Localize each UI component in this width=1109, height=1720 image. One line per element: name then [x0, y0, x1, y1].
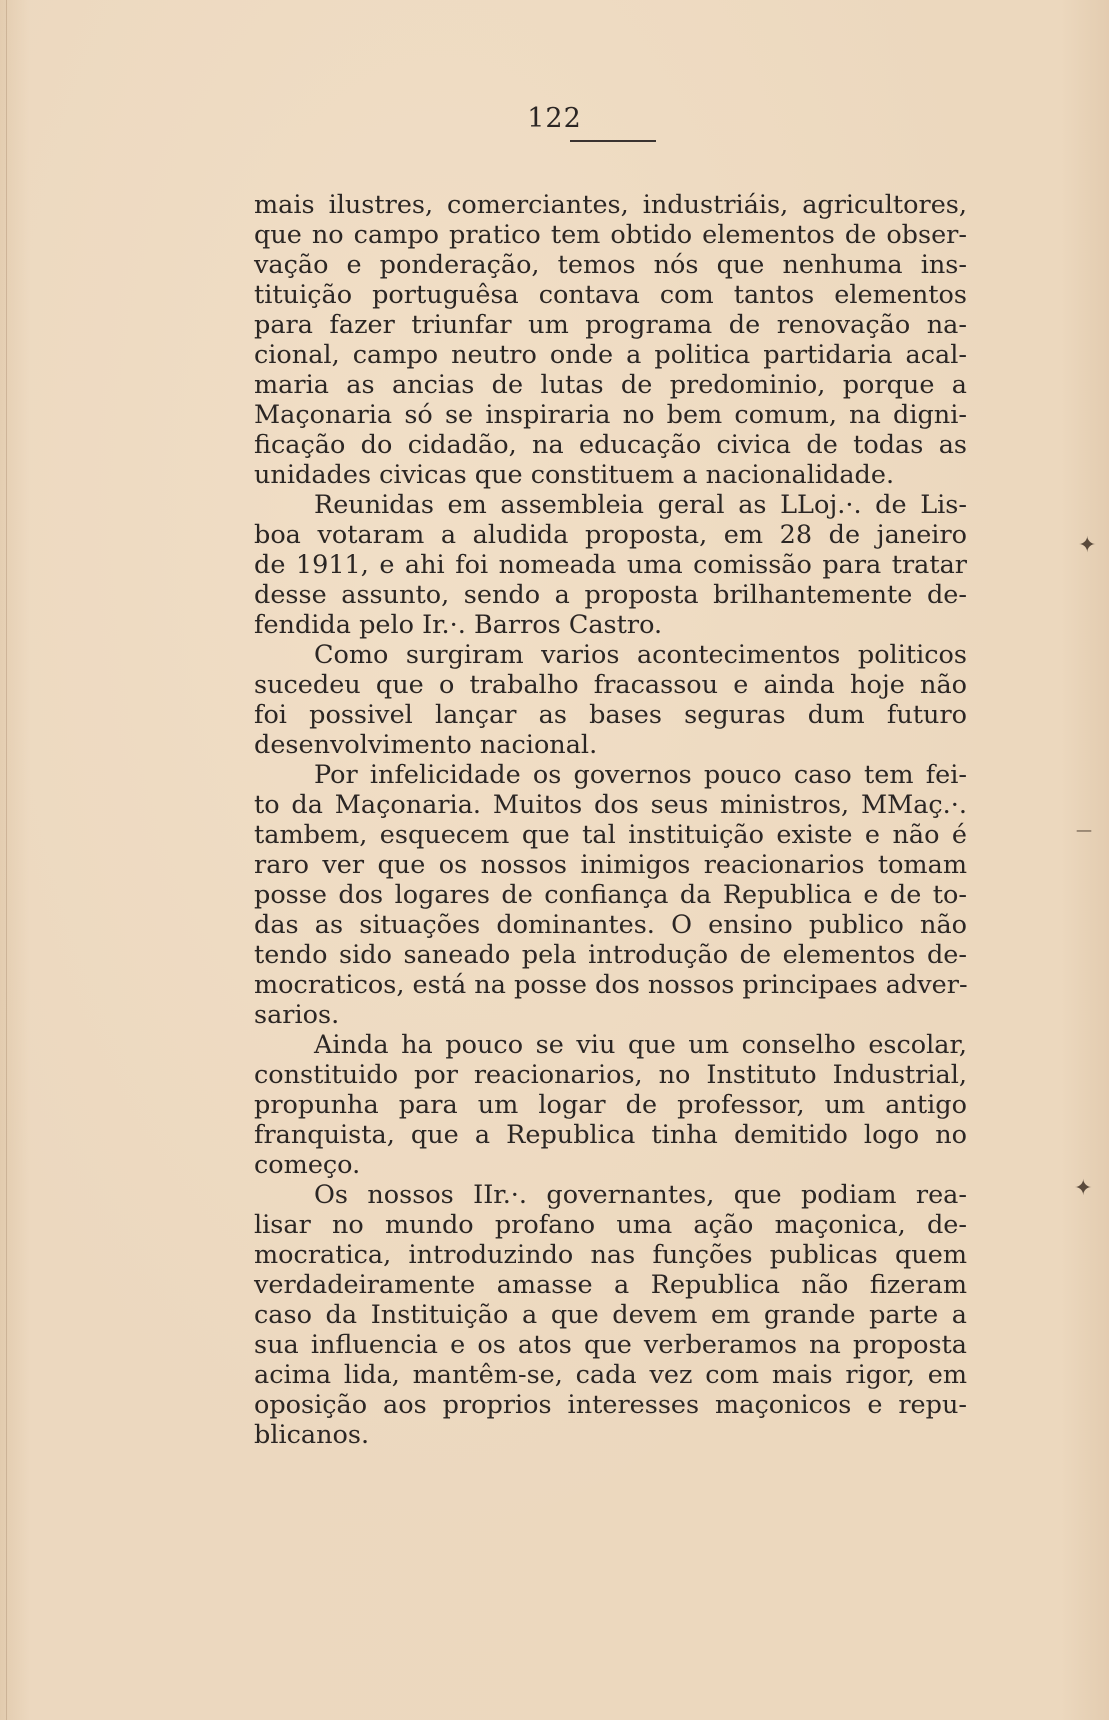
- text-line: cional, campo neutro onde a politica partidaria acal-: [254, 340, 967, 370]
- text-line: constituido por reacionarios, no Instituto Industrial,: [254, 1060, 967, 1090]
- text-line: franquista, que a Republica tinha demitido logo no: [254, 1120, 967, 1150]
- margin-ornament-icon: [1078, 533, 1096, 558]
- text-line: blicanos.: [254, 1420, 370, 1450]
- text-line: Maçonaria só se inspiraria no bem comum, na digni-: [254, 400, 967, 430]
- text-line: desse assunto, sendo a proposta brilhantemente de-: [254, 580, 967, 610]
- text-line: Por infelicidade os governos pouco caso tem fei-: [314, 760, 967, 790]
- text-line: caso da Instituição a que devem em grande parte a: [254, 1300, 967, 1330]
- text-line: Os nossos IIr.·. governantes, que podiam rea-: [314, 1180, 967, 1210]
- text-line: mocratica, introduzindo nas funções publicas quem: [254, 1240, 967, 1270]
- text-line: Reunidas em assembleia geral as LLoj.·. de Lis-: [314, 490, 967, 520]
- text-line: sua influencia e os atos que verberamos na proposta: [254, 1330, 967, 1360]
- text-line: propunha para um logar de professor, um antigo: [254, 1090, 967, 1120]
- paragraph: [254, 190, 967, 490]
- text-line: que no campo pratico tem obtido elementos de obser-: [254, 220, 967, 250]
- text-line: oposição aos proprios interesses maçonicos e repu-: [254, 1390, 967, 1420]
- text-line: vação e ponderação, temos nós que nenhuma ins-: [254, 250, 967, 280]
- paragraph: [254, 1180, 967, 1450]
- text-line: desenvolvimento nacional.: [254, 730, 598, 760]
- text-line: sarios.: [254, 1000, 340, 1030]
- paragraph: [254, 760, 967, 1030]
- text-line: boa votaram a aludida proposta, em 28 de janeiro: [254, 520, 967, 550]
- text-line: to da Maçonaria. Muitos dos seus ministros, MMaç.·.: [254, 790, 967, 820]
- body-text: [254, 190, 967, 1450]
- page-gutter-line: [6, 0, 7, 1720]
- page-number: 122: [527, 103, 582, 134]
- text-line: unidades civicas que constituem a nacionalidade.: [254, 460, 895, 490]
- margin-ornament-icon: [1074, 1176, 1092, 1201]
- text-line: fendida pelo Ir.·. Barros Castro.: [254, 610, 663, 640]
- text-line: verdadeiramente amasse a Republica não fizeram: [254, 1270, 967, 1300]
- text-line: acima lida, mantêm-se, cada vez com mais rigor, em: [254, 1360, 967, 1390]
- page-number-underline: [570, 140, 656, 142]
- text-line: sucedeu que o trabalho fracassou e ainda hoje não: [254, 670, 967, 700]
- text-line: maria as ancias de lutas de predominio, porque a: [254, 370, 967, 400]
- text-line: lisar no mundo profano uma ação maçonica, de-: [254, 1210, 967, 1240]
- text-line: posse dos logares de confiança da Republica e de to-: [254, 880, 967, 910]
- text-line: tituição portuguêsa contava com tantos elementos: [254, 280, 967, 310]
- text-line: foi possivel lançar as bases seguras dum futuro: [254, 700, 967, 730]
- text-line: começo.: [254, 1150, 361, 1180]
- text-line: raro ver que os nossos inimigos reacionarios tomam: [254, 850, 967, 880]
- text-line: tendo sido saneado pela introdução de elementos de-: [254, 940, 967, 970]
- text-line: para fazer triunfar um programa de renovação na-: [254, 310, 967, 340]
- text-line: mocraticos, está na posse dos nossos principaes adver-: [254, 970, 968, 1000]
- margin-dash-icon: [1076, 820, 1092, 839]
- text-line: Como surgiram varios acontecimentos politicos: [314, 640, 967, 670]
- text-line: mais ilustres, comerciantes, industriáis, agricultores,: [254, 190, 967, 220]
- text-line: ficação do cidadão, na educação civica de todas as: [254, 430, 967, 460]
- paragraph: [254, 490, 967, 640]
- text-line: de 1911, e ahi foi nomeada uma comissão para tratar: [254, 550, 967, 580]
- paragraph: [254, 1030, 967, 1180]
- paragraph: [254, 640, 967, 760]
- text-line: tambem, esquecem que tal instituição existe e não é: [254, 820, 967, 850]
- text-line: das as situações dominantes. O ensino publico não: [254, 910, 967, 940]
- text-line: Ainda ha pouco se viu que um conselho escolar,: [314, 1030, 967, 1060]
